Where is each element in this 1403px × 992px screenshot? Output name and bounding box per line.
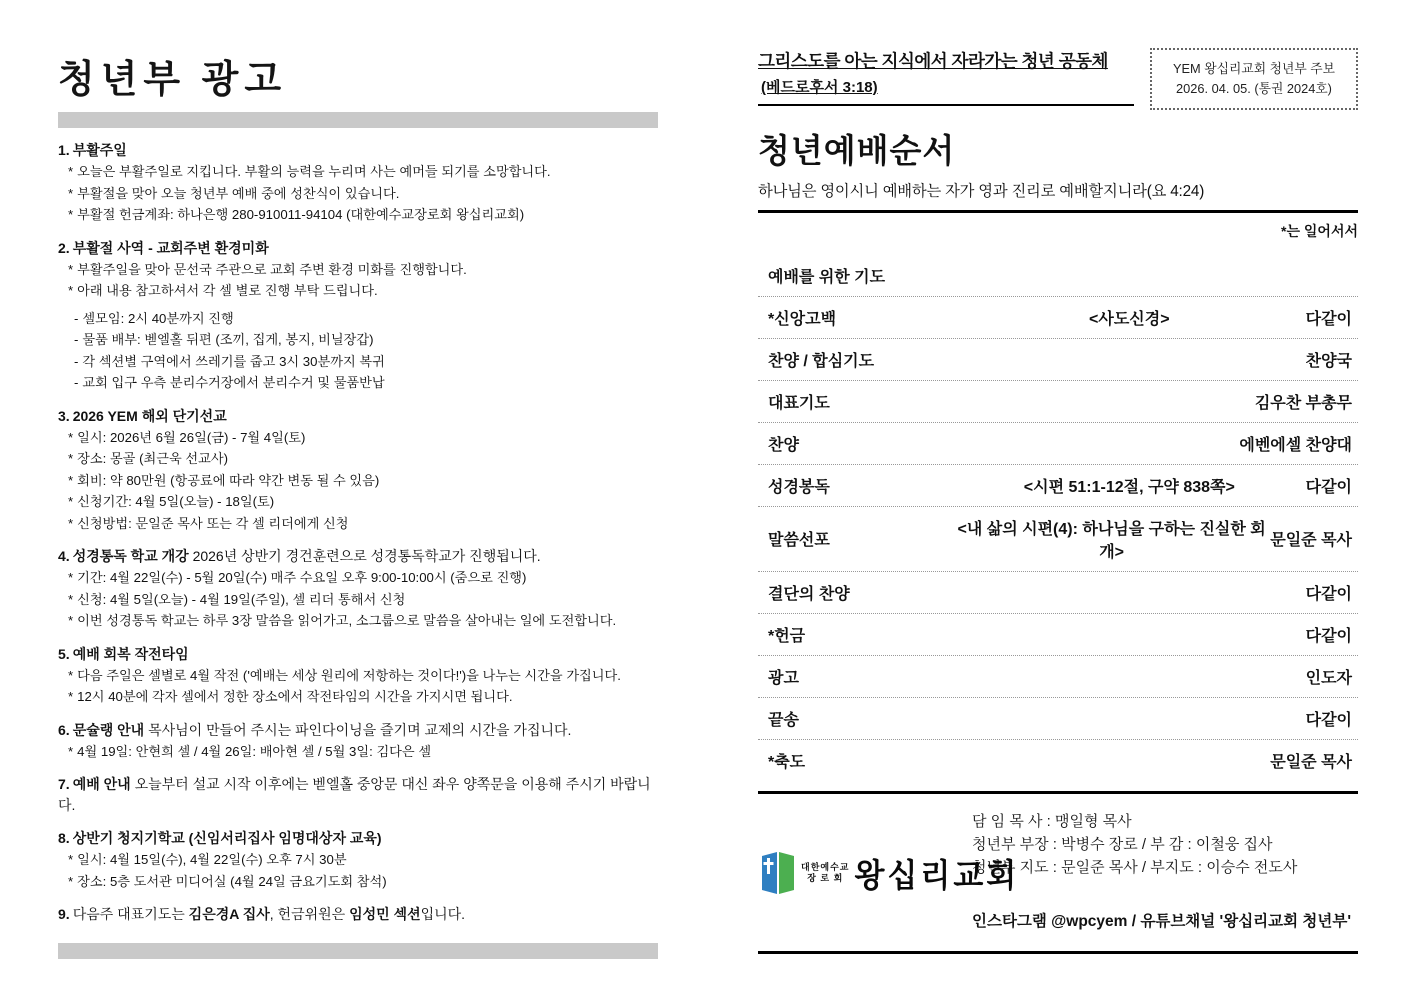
order-item-detail: <내 삶의 시편(4): 하나님을 구하는 진실한 회개>: [957, 520, 1266, 561]
announcement-item: [58, 686, 658, 708]
announcement-section-heading: [58, 238, 658, 259]
text-segment: 임성민 섹션: [349, 906, 421, 922]
section-number: 8.: [58, 830, 70, 846]
worship-order-row: [758, 740, 1358, 781]
text-segment: 장소: 5층 도서관 미디어실 (4월 24일 금요기도회 참석): [77, 873, 387, 889]
text-segment: 예배 안내: [72, 776, 135, 792]
order-item-name: *헌금: [768, 627, 806, 645]
text-segment: 부활주일을 맞아 문선국 주관으로 교회 주변 환경 미화를 진행합니다.: [77, 261, 467, 277]
order-item-leader: 찬양국: [1305, 352, 1352, 370]
order-item-name: 광고: [768, 669, 799, 687]
announcement-item: [58, 183, 658, 205]
bullet-marker: *: [68, 873, 74, 889]
denomination-line2: 장 로 회: [807, 872, 844, 883]
text-segment: 신청방법: 문일준 목사 또는 각 셀 리더에게 신청: [77, 515, 349, 531]
bullet-marker: *: [68, 591, 74, 607]
section-number: 1.: [58, 142, 70, 158]
bullet-marker: *: [68, 207, 74, 222]
bullet-marker: *: [68, 261, 74, 277]
worship-order-row: [758, 507, 1358, 572]
bullet-marker: -: [74, 332, 79, 347]
bullet-marker: *: [68, 185, 74, 201]
announcement-section-heading: [58, 406, 658, 427]
announcement-item: [58, 741, 658, 763]
announcement-item: [58, 259, 658, 281]
bullet-marker: *: [68, 570, 74, 585]
section-number: 6.: [58, 721, 70, 738]
announcement-section-heading: [58, 904, 658, 925]
announcement-section: [58, 720, 658, 763]
order-item-leader: 문일준 목사: [1270, 532, 1352, 550]
announcement-item: [58, 280, 658, 302]
text-segment: 12시 40분에 각자 셀에서 정한 장소에서 작전타임의 시간을 가지시면 됩니다.: [77, 689, 513, 704]
worship-order-row: [758, 698, 1358, 740]
worship-order-row: [758, 656, 1358, 698]
announcement-item: [58, 372, 658, 394]
bullet-marker: *: [68, 667, 74, 683]
worship-order-list: [758, 255, 1358, 781]
order-item-leader: 에벤에셀 찬양대: [1239, 436, 1352, 454]
announcement-section-heading: [58, 546, 658, 567]
worship-order-row: [758, 297, 1358, 339]
text-segment: 입니다.: [420, 906, 466, 922]
staff-block: [972, 810, 1358, 879]
page-bottom-rule: [758, 951, 1358, 954]
text-segment: 다음주 대표기도는: [72, 906, 189, 922]
announcement-section: [58, 140, 658, 226]
motto-block: [758, 48, 1134, 106]
section-number: 9.: [58, 906, 70, 922]
staff-line-youth-pastor: 청년부 지도 : 문일준 목사 / 부지도 : 이승수 전도사: [972, 858, 1298, 876]
text-segment: 오늘은 부활주일로 지킵니다. 부활의 능력을 누리며 사는 예머들 되기를 소망합니다.: [77, 164, 551, 179]
order-item-leader: 다같이: [1305, 310, 1352, 328]
worship-order-row: [758, 465, 1358, 507]
announcements-column: [58, 48, 658, 959]
motto-verse-ref: (베드로후서 3:18): [761, 79, 878, 96]
text-segment: 부활절 헌금계좌: 하나은행 280-910011-94104 (대한예수교장로회 왕십리교회): [77, 207, 525, 222]
issue-box-date: 2026. 04. 05. (통권 2024호): [1176, 80, 1332, 96]
bullet-marker: *: [68, 515, 74, 531]
bullet-marker: *: [68, 743, 74, 759]
bullet-marker: *: [68, 613, 74, 628]
church-name-calligraphy: 왕십리교회: [854, 857, 1020, 895]
bullet-marker: *: [68, 494, 74, 509]
bullet-marker: -: [74, 353, 79, 369]
announcement-item: [58, 448, 658, 470]
staff-line-department-head: 청년부 부장 : 박병수 장로 / 부 감 : 이철웅 집사: [972, 835, 1273, 853]
text-segment: 일시: 4월 15일(수), 4월 22일(수) 오후 7시 30분: [77, 852, 347, 867]
worship-order-row: [758, 572, 1358, 614]
section-number: 7.: [58, 776, 70, 792]
announcement-item: [58, 589, 658, 611]
text-segment: 부활절을 맞아 오늘 청년부 예배 중에 성찬식이 있습니다.: [77, 185, 400, 201]
order-item-name: 성경봉독: [768, 478, 830, 496]
sns-info: 인스타그램 @wpcyem / 유튜브채널 '왕십리교회 청년부': [972, 912, 1352, 930]
text-segment: 이번 성경통독 학교는 하루 3장 말씀을 읽어가고, 소그룹으로 말씀을 살아내는 일에 도전합니다.: [77, 613, 617, 628]
section-number: 2.: [58, 239, 70, 256]
order-item-name: 대표기도: [768, 394, 830, 412]
announcement-section: [58, 238, 658, 394]
worship-order-row: [758, 614, 1358, 656]
header-rule: [758, 210, 1358, 213]
order-item-name: *신앙고백: [768, 310, 837, 328]
announcement-section: [58, 774, 658, 816]
text-segment: 오늘부터 설교 시작 이후에는 벧엘홀 중앙문 대신 좌우 양쪽문을 이용해 주시기 바랍니다.: [58, 776, 651, 813]
text-segment: 김은경A 집사: [188, 906, 270, 922]
bullet-marker: *: [68, 689, 74, 704]
issue-box-title: YEM 왕십리교회 청년부 주보: [1172, 61, 1335, 76]
text-segment: 부활절 사역 - 교회주변 환경미화: [72, 239, 269, 256]
text-segment: 예배 회복 작전타임: [72, 645, 189, 662]
text-segment: 교회 입구 우측 분리수거장에서 분리수거 및 물품반납: [82, 375, 385, 390]
announcement-section: [58, 828, 658, 892]
bullet-marker: -: [74, 310, 79, 326]
text-segment: 상반기 청지기학교 (신임서리집사 임명대상자 교육): [72, 830, 382, 846]
order-item-leader: 다같이: [1305, 627, 1352, 645]
section-number: 5.: [58, 645, 70, 662]
announcement-item: [58, 849, 658, 871]
order-item-leader: 다같이: [1305, 585, 1352, 603]
worship-order-title: 청년예배순서: [758, 131, 956, 169]
text-segment: 2026 YEM 해외 단기선교: [72, 407, 227, 424]
order-item-detail: <시편 51:1-12절, 구약 838쪽>: [1023, 478, 1235, 496]
announcement-section-heading: [58, 720, 658, 741]
section-number: 4.: [58, 548, 70, 564]
text-segment: 신청: 4월 5일(오늘) - 4월 19일(주일), 셀 리더 통해서 신청: [77, 591, 406, 607]
announcement-item: [58, 567, 658, 589]
announcement-item: [58, 161, 658, 183]
order-item-detail: <사도신경>: [1089, 310, 1170, 328]
staff-line-senior-pastor: 담 임 목 사 : 맹일형 목사: [972, 812, 1132, 830]
text-segment: 부활주일: [72, 142, 127, 158]
church-logo: [760, 850, 1019, 896]
text-segment: 목사님이 만들어 주시는 파인다이닝을 즐기며 교제의 시간을 가집니다.: [148, 721, 572, 738]
bullet-marker: *: [68, 451, 74, 466]
announcement-section: [58, 406, 658, 535]
announcements-title: 청년부 광고: [58, 59, 288, 101]
worship-order-row: [758, 339, 1358, 381]
text-segment: 장소: 몽골 (최근욱 선교사): [77, 451, 228, 466]
announcement-item: [58, 329, 658, 351]
motto-text: 그리스도를 아는 지식에서 자라가는 청년 공동체: [758, 51, 1108, 71]
order-item-name: 예배를 위한 기도: [768, 268, 886, 286]
text-segment: 회비: 약 80만원 (항공료에 따라 약간 변동 될 수 있음): [77, 472, 380, 488]
order-item-name: 끝송: [768, 711, 799, 729]
announcement-sections: [58, 140, 658, 925]
text-segment: 성경통독 학교 개강: [72, 548, 193, 564]
denomination-text: [801, 862, 849, 884]
text-segment: 일시: 2026년 6월 26일(금) - 7월 4일(토): [77, 429, 306, 445]
bullet-marker: *: [68, 429, 74, 445]
text-segment: 문슐랭 안내: [72, 721, 149, 738]
order-item-leader: 김우찬 부총무: [1254, 394, 1352, 412]
announcement-section-heading: [58, 774, 658, 816]
announcement-section: [58, 546, 658, 632]
announcement-item: [58, 610, 658, 632]
text-segment: 신청기간: 4월 5일(오늘) - 18일(토): [77, 494, 275, 509]
order-item-name: 결단의 찬양: [768, 585, 850, 603]
announcement-item: [58, 308, 658, 330]
standing-note: *는 일어서서: [1281, 222, 1358, 239]
order-item-name: 찬양 / 합심기도: [768, 352, 875, 370]
church-logo-icon: [760, 850, 796, 896]
text-segment: 다음 주일은 셀별로 4월 작전 ('예배는 세상 원리에 저항하는 것이다!')을 나누는 시간을 가집니다.: [77, 667, 621, 683]
worship-order-column: [758, 48, 1358, 954]
order-item-name: *축도: [768, 753, 806, 771]
text-segment: 2026년 상반기 경건훈련으로 성경통독학교가 진행됩니다.: [192, 548, 541, 564]
worship-order-row: [758, 255, 1358, 297]
text-segment: 셀모임: 2시 40분까지 진행: [82, 310, 234, 326]
issue-info-box: [1150, 48, 1358, 110]
order-item-leader: 문일준 목사: [1270, 753, 1352, 771]
announcement-item: [58, 491, 658, 513]
order-item-leader: 인도자: [1305, 669, 1352, 687]
announcement-item: [58, 871, 658, 893]
worship-order-subtitle: 하나님은 영이시니 예배하는 자가 영과 진리로 예배할지니라(요 4:24): [758, 182, 1205, 200]
bullet-marker: -: [74, 375, 79, 390]
text-segment: 물품 배부: 벧엘홀 뒤편 (조끼, 집게, 봉지, 비닐장갑): [82, 332, 374, 347]
bullet-marker: *: [68, 852, 74, 867]
denomination-line1: 대한예수교: [801, 861, 850, 872]
order-end-rule: [758, 791, 1358, 794]
order-item-leader: 다같이: [1305, 478, 1352, 496]
announcement-item: [58, 204, 658, 226]
announcement-section-heading: [58, 140, 658, 161]
worship-footer: [758, 810, 1358, 931]
announcement-item: [58, 513, 658, 535]
announcement-item: [58, 351, 658, 373]
announcement-section: [58, 904, 658, 925]
bullet-marker: *: [68, 472, 74, 488]
title-divider-bar: [58, 112, 658, 128]
bullet-marker: *: [68, 164, 74, 179]
order-item-leader: 다같이: [1305, 711, 1352, 729]
announcement-item: [58, 665, 658, 687]
announcement-item: [58, 470, 658, 492]
order-item-name: 찬양: [768, 436, 799, 454]
worship-order-row: [758, 423, 1358, 465]
order-item-name: 말씀선포: [768, 532, 830, 550]
section-number: 3.: [58, 407, 70, 424]
text-segment: 기간: 4월 22일(수) - 5월 20일(수) 매주 수요일 오후 9:00-10:00시 (줌으로 진행): [77, 570, 527, 585]
text-segment: 아래 내용 참고하셔서 각 셀 별로 진행 부탁 드립니다.: [77, 283, 378, 298]
announcement-item: [58, 427, 658, 449]
text-segment: 각 섹션별 구역에서 쓰레기를 줍고 3시 30분까지 복귀: [82, 353, 385, 369]
worship-order-row: [758, 381, 1358, 423]
announcement-section: [58, 644, 658, 708]
bullet-marker: *: [68, 283, 74, 298]
announcement-section-heading: [58, 644, 658, 665]
text-segment: , 헌금위원은: [269, 906, 350, 922]
worship-header: [758, 48, 1358, 110]
text-segment: 4월 19일: 안현희 셀 / 4월 26일: 배아현 셀 / 5월 3일: 김다은 셀: [77, 743, 432, 759]
bottom-divider-bar: [58, 943, 658, 959]
announcement-section-heading: [58, 828, 658, 849]
